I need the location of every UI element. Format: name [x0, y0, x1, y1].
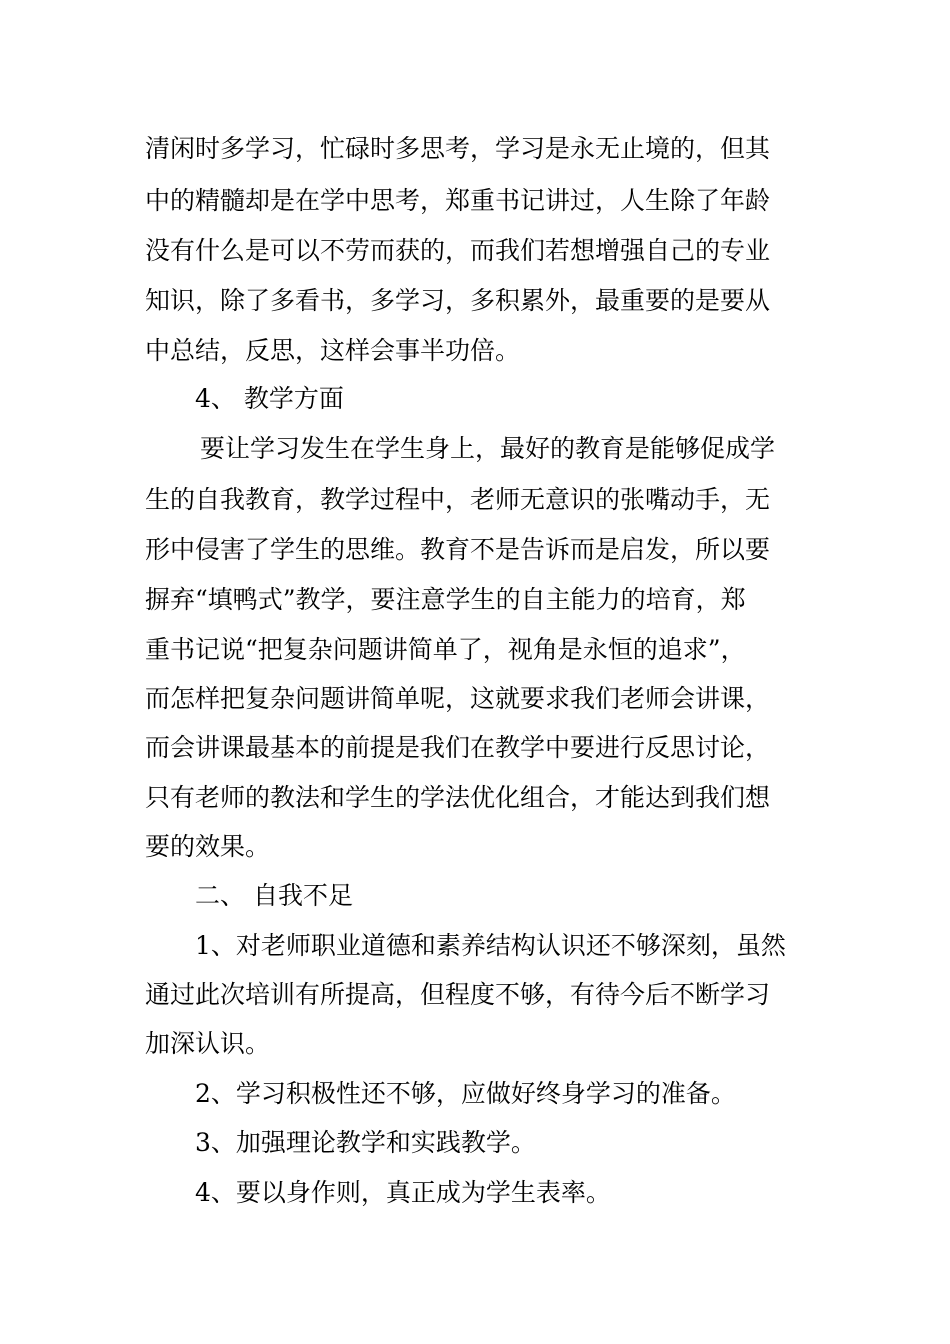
paragraph-line: 要让学习发生在学生身上，最好的教育是能够促成学 [200, 434, 776, 463]
paragraph-line: 而会讲课最基本的前提是我们在教学中要进行反思讨论， [145, 733, 771, 762]
section-heading: 4、 教学方面 [195, 384, 344, 413]
paragraph-line: 摒弃“填鸭式”教学，要注意学生的自主能力的培育，郑 [145, 585, 746, 614]
section-heading: 二、 自我不足 [195, 881, 353, 910]
list-item: 4、要以身作则，真正成为学生表率。 [195, 1178, 611, 1207]
paragraph-line: 中的精髓却是在学中思考，郑重书记讲过，人生除了年龄 [145, 186, 771, 215]
paragraph-line: 清闲时多学习，忙碌时多思考，学习是永无止境的，但其 [145, 134, 771, 163]
paragraph-line: 要的效果。 [145, 832, 271, 861]
paragraph-line: 形中侵害了学生的思维。教育不是告诉而是启发，所以要 [145, 535, 771, 564]
list-item: 1、对老师职业道德和素养结构认识还不够深刻，虽然 [195, 931, 786, 960]
paragraph-line: 没有什么是可以不劳而获的，而我们若想增强自己的专业 [145, 236, 771, 265]
paragraph-line: 只有老师的教法和学生的学法优化组合，才能达到我们想 [145, 783, 771, 812]
paragraph-line: 通过此次培训有所提高，但程度不够，有待今后不断学习 [145, 980, 771, 1009]
list-item: 3、加强理论教学和实践教学。 [195, 1128, 536, 1157]
paragraph-line: 中总结，反思，这样会事半功倍。 [145, 336, 521, 365]
paragraph-line: 重书记说“把复杂问题讲简单了，视角是永恒的追求”， [145, 635, 746, 664]
paragraph-line: 加深认识。 [145, 1029, 271, 1058]
list-item: 2、学习积极性还不够，应做好终身学习的准备。 [195, 1079, 736, 1108]
paragraph-line: 生的自我教育，教学过程中，老师无意识的张嘴动手，无 [145, 485, 771, 514]
paragraph-line: 而怎样把复杂问题讲简单呢，这就要求我们老师会讲课， [145, 684, 771, 713]
paragraph-line: 知识，除了多看书，多学习，多积累外，最重要的是要从 [145, 286, 771, 315]
